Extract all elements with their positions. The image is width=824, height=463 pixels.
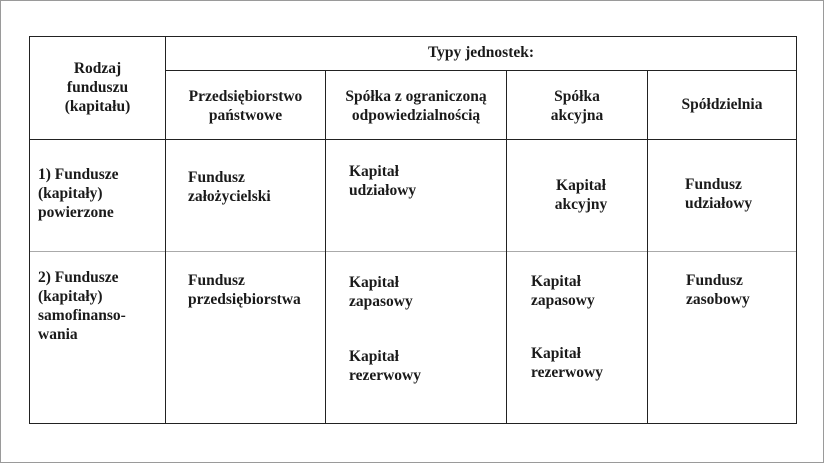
row-header-line-3: (kapitału) <box>64 98 131 115</box>
col-divider-4 <box>647 70 648 424</box>
row-label-line: samofinanso- <box>38 307 126 324</box>
cell-line: Kapitał <box>349 348 399 365</box>
cell-founding-fund <box>188 168 271 206</box>
cell-line: Kapitał <box>349 163 399 180</box>
table-right-border <box>796 36 797 424</box>
row-label-line: (kapitały) <box>38 288 103 305</box>
cell-reserve-capital-llc <box>349 273 413 311</box>
cell-contingency-capital-llc <box>349 347 421 385</box>
column-header-state-enterprise <box>166 87 325 125</box>
cell-line: Fundusz <box>188 272 245 289</box>
cell-line: rezerwowy <box>531 364 604 381</box>
column-header-cooperative <box>648 95 796 114</box>
cell-reserve-capital-jsc <box>531 272 595 310</box>
row-header-line-1: Rodzaj <box>73 60 122 77</box>
cell-share-capital-jsc <box>507 176 655 214</box>
column-header-joint-stock <box>507 87 647 125</box>
cell-share-capital-llc <box>349 162 416 200</box>
group-header-divider <box>165 70 797 71</box>
header-bottom-border <box>29 139 797 140</box>
row-label-self-financing-funds <box>38 268 126 344</box>
cell-line: Fundusz <box>188 169 245 186</box>
cell-line: Fundusz <box>686 272 743 289</box>
column-header-line: odpowiedzialnością <box>351 107 481 124</box>
cell-line: Kapitał <box>531 345 581 362</box>
group-header-label: Typy jednostek: <box>427 44 535 61</box>
column-header-llc <box>326 87 506 125</box>
column-header-line: akcyjna <box>550 107 604 124</box>
column-header-line: Spółka z ograniczoną <box>345 88 487 105</box>
column-header-line: państwowe <box>208 107 283 124</box>
table-bottom-border <box>29 423 797 424</box>
row-label-entrusted-funds <box>38 165 119 222</box>
cell-line: zasobowy <box>686 291 750 308</box>
cell-line: udziałowy <box>349 182 417 199</box>
table-top-border <box>29 36 797 37</box>
cell-share-fund <box>685 175 752 213</box>
cell-contingency-capital-jsc <box>531 344 603 382</box>
cell-line: przedsiębiorstwa <box>188 291 301 308</box>
row-label-line: 1) Fundusze <box>38 166 119 183</box>
cell-line: zapasowy <box>531 292 595 309</box>
cell-line: udziałowy <box>685 195 753 212</box>
cell-enterprise-fund <box>188 271 301 309</box>
cell-line: Kapitał <box>556 177 606 194</box>
row-header-line-2: funduszu <box>66 79 129 96</box>
cell-resource-fund <box>686 271 750 309</box>
row-header-title <box>30 59 165 116</box>
cell-line: rezerwowy <box>349 367 422 384</box>
row-divider <box>29 251 797 252</box>
column-header-line: Spółka <box>554 88 600 105</box>
cell-line: założycielski <box>188 188 271 205</box>
cell-line: Kapitał <box>349 274 399 291</box>
cell-line: Kapitał <box>531 273 581 290</box>
column-header-line: Spółdzielnia <box>681 96 763 113</box>
row-label-line: wania <box>38 326 78 343</box>
row-label-line: 2) Fundusze <box>38 269 119 286</box>
column-header-line: Przedsiębiorstwo <box>188 88 303 105</box>
cell-line: Fundusz <box>685 176 742 193</box>
group-header <box>166 43 796 62</box>
row-label-line: (kapitały) <box>38 185 103 202</box>
row-label-line: powierzone <box>38 204 114 221</box>
cell-line: zapasowy <box>349 293 413 310</box>
cell-line: akcyjny <box>554 196 608 213</box>
